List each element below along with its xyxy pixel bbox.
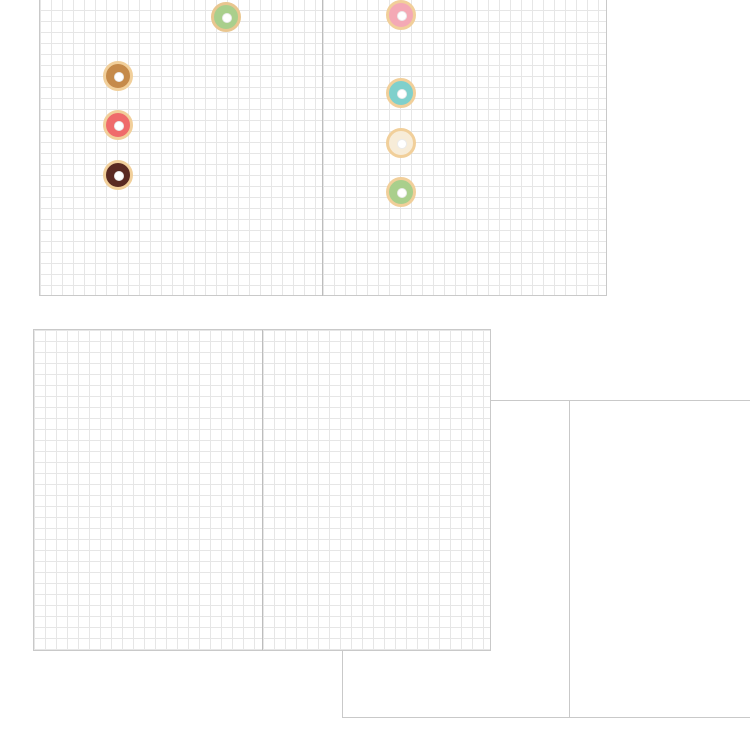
donut-step-6-icon [386,128,416,158]
donut-recipe-page-right [322,0,607,296]
donut-title-icon [211,2,241,32]
donut-step-4-icon [386,0,416,30]
donut-recipe-page-left [39,0,323,296]
donut-step-1-icon [103,61,133,91]
todo-spread-spine [262,330,263,650]
donut-step-3-icon [103,160,133,190]
calendar-page-right [569,400,750,718]
donut-step-7-icon [386,177,416,207]
goals-list-page [262,329,491,651]
donut-step-5-icon [386,78,416,108]
donut-spread-spine [322,0,323,296]
todo-page [33,329,263,651]
donut-step-2-icon [103,110,133,140]
